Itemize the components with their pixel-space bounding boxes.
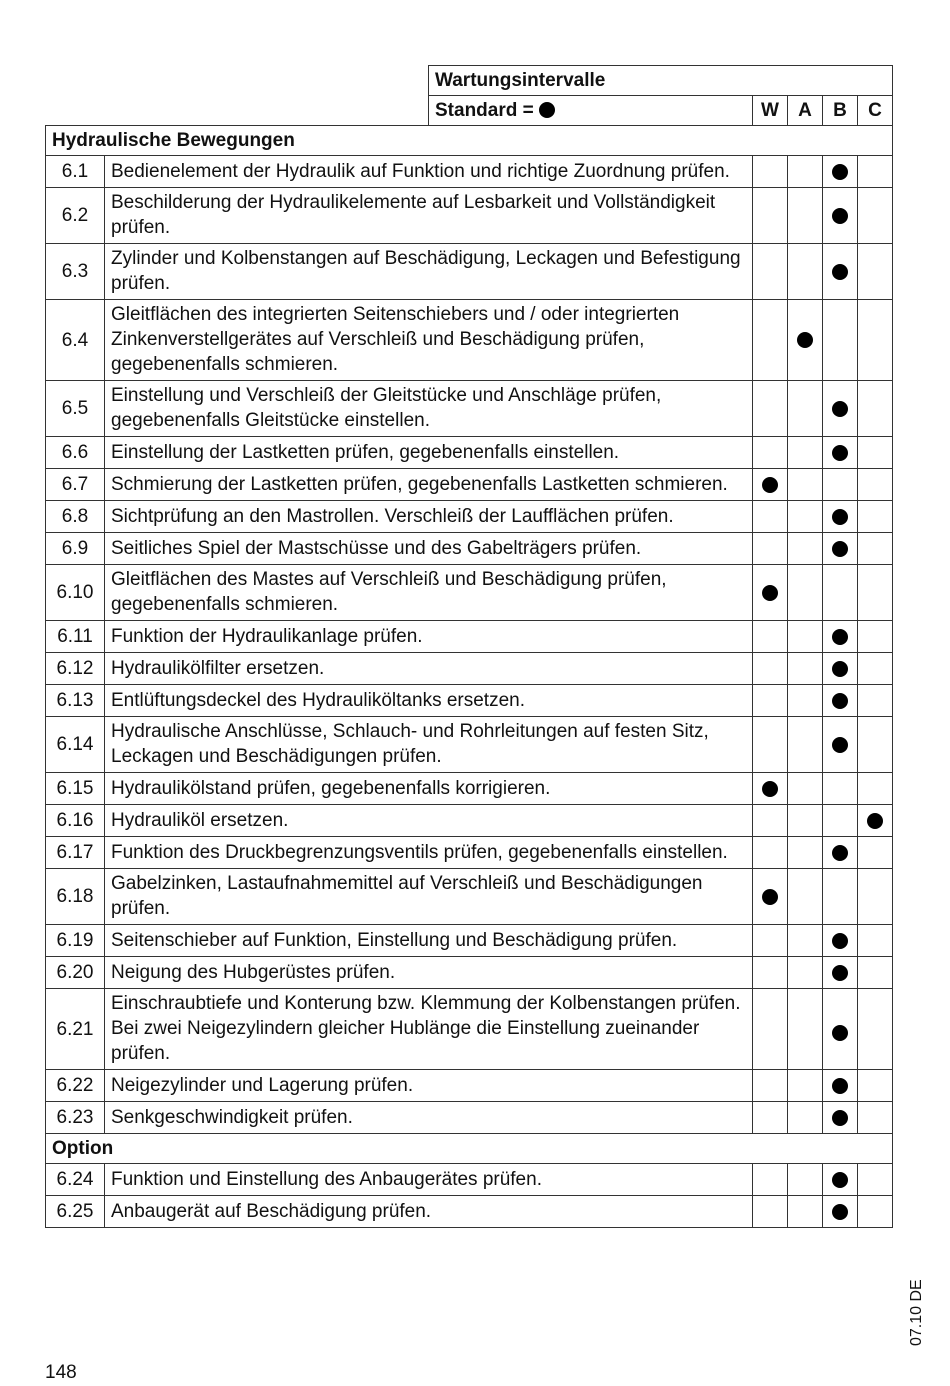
interval-cell-c (858, 925, 893, 957)
interval-cell-b (823, 1102, 858, 1134)
section-title: Hydraulische Bewegungen (46, 126, 893, 156)
interval-cell-c (858, 869, 893, 925)
interval-cell-b (823, 837, 858, 869)
interval-cell-w (753, 300, 788, 381)
standard-label: Standard = (435, 99, 539, 121)
table-row (46, 1196, 893, 1228)
interval-cell-a (788, 773, 823, 805)
interval-cell-b (823, 533, 858, 565)
interval-cell-c (858, 1196, 893, 1228)
item-number: 6.24 (46, 1164, 105, 1196)
interval-title: Wartungsintervalle (429, 66, 893, 96)
table-row (46, 869, 893, 925)
interval-cell-w (753, 685, 788, 717)
item-number: 6.5 (46, 381, 105, 437)
item-description: Seitliches Spiel der Mastschüsse und des Gabelträgers prüfen. (105, 533, 753, 565)
item-description: Hydraulikölfilter ersetzen. (105, 653, 753, 685)
interval-cell-a (788, 156, 823, 188)
standard-legend (429, 96, 753, 126)
interval-cell-a (788, 621, 823, 653)
interval-cell-w (753, 1102, 788, 1134)
table-row (46, 469, 893, 501)
item-description: Bedienelement der Hydraulik auf Funktion und richtige Zuordnung prüfen. (105, 156, 753, 188)
table-row (46, 685, 893, 717)
item-number: 6.10 (46, 565, 105, 621)
table-row (46, 837, 893, 869)
interval-cell-c (858, 533, 893, 565)
interval-cell-w (753, 501, 788, 533)
interval-cell-w (753, 437, 788, 469)
interval-cell-c (858, 1102, 893, 1134)
interval-cell-c (858, 957, 893, 989)
interval-cell-a (788, 989, 823, 1070)
interval-cell-w (753, 1196, 788, 1228)
interval-header (428, 65, 893, 126)
item-description: Seitenschieber auf Funktion, Einstellung und Beschädigung prüfen. (105, 925, 753, 957)
interval-cell-w (753, 621, 788, 653)
table-row (46, 1164, 893, 1196)
interval-cell-c (858, 244, 893, 300)
item-description: Hydrauliköl ersetzen. (105, 805, 753, 837)
interval-cell-b (823, 717, 858, 773)
interval-cell-b (823, 469, 858, 501)
table-row (46, 621, 893, 653)
interval-cell-b (823, 156, 858, 188)
interval-cell-w (753, 244, 788, 300)
item-number: 6.1 (46, 156, 105, 188)
interval-cell-a (788, 1164, 823, 1196)
interval-dot-icon (832, 933, 848, 949)
interval-cell-c (858, 300, 893, 381)
interval-dot-icon (832, 629, 848, 645)
interval-cell-b (823, 381, 858, 437)
interval-cell-c (858, 156, 893, 188)
interval-cell-b (823, 244, 858, 300)
interval-cell-c (858, 188, 893, 244)
interval-cell-w (753, 717, 788, 773)
interval-cell-b (823, 565, 858, 621)
interval-cell-b (823, 869, 858, 925)
interval-cell-a (788, 188, 823, 244)
interval-cell-b (823, 805, 858, 837)
interval-cell-a (788, 501, 823, 533)
item-description: Gleitflächen des integrierten Seitenschiebers und / oder integrierten Zinkenverstellgerätes auf Verschleiß und Beschädigung prüfen, gegebenenfalls schmieren. (105, 300, 753, 381)
interval-cell-w (753, 565, 788, 621)
standard-dot-icon (539, 102, 555, 118)
interval-dot-icon (797, 332, 813, 348)
interval-cell-a (788, 533, 823, 565)
table-row (46, 501, 893, 533)
interval-dot-icon (832, 1025, 848, 1041)
interval-cell-w (753, 653, 788, 685)
document-code: 07.10 DE (908, 1279, 925, 1346)
item-number: 6.7 (46, 469, 105, 501)
section-header (46, 126, 893, 156)
interval-dot-icon (832, 445, 848, 461)
interval-cell-b (823, 1070, 858, 1102)
interval-cell-b (823, 685, 858, 717)
item-number: 6.21 (46, 989, 105, 1070)
interval-dot-icon (832, 661, 848, 677)
interval-dot-icon (832, 401, 848, 417)
interval-cell-w (753, 381, 788, 437)
interval-cell-a (788, 381, 823, 437)
interval-cell-a (788, 685, 823, 717)
interval-cell-b (823, 989, 858, 1070)
interval-cell-a (788, 300, 823, 381)
item-number: 6.12 (46, 653, 105, 685)
interval-cell-c (858, 1070, 893, 1102)
interval-cell-w (753, 156, 788, 188)
item-number: 6.6 (46, 437, 105, 469)
table-row (46, 805, 893, 837)
interval-cell-a (788, 925, 823, 957)
interval-cell-a (788, 717, 823, 773)
item-number: 6.15 (46, 773, 105, 805)
interval-cell-a (788, 244, 823, 300)
interval-cell-b (823, 188, 858, 244)
item-description: Einstellung und Verschleiß der Gleitstücke und Anschläge prüfen, gegebenenfalls Gleitstücke einstellen. (105, 381, 753, 437)
interval-dot-icon (832, 1204, 848, 1220)
item-number: 6.4 (46, 300, 105, 381)
interval-dot-icon (832, 164, 848, 180)
item-number: 6.20 (46, 957, 105, 989)
interval-dot-icon (832, 208, 848, 224)
interval-cell-a (788, 1070, 823, 1102)
interval-cell-w (753, 469, 788, 501)
column-c: C (858, 96, 893, 126)
item-description: Anbaugerät auf Beschädigung prüfen. (105, 1196, 753, 1228)
table-row (46, 957, 893, 989)
table-row (46, 244, 893, 300)
interval-cell-c (858, 621, 893, 653)
interval-cell-a (788, 437, 823, 469)
item-description: Funktion des Druckbegrenzungsventils prüfen, gegebenenfalls einstellen. (105, 837, 753, 869)
interval-cell-b (823, 1164, 858, 1196)
interval-cell-b (823, 621, 858, 653)
item-number: 6.9 (46, 533, 105, 565)
item-number: 6.19 (46, 925, 105, 957)
interval-cell-w (753, 1164, 788, 1196)
interval-cell-c (858, 989, 893, 1070)
table-row (46, 1070, 893, 1102)
item-number: 6.2 (46, 188, 105, 244)
interval-dot-icon (762, 889, 778, 905)
item-number: 6.13 (46, 685, 105, 717)
item-number: 6.18 (46, 869, 105, 925)
interval-dot-icon (762, 781, 778, 797)
column-w: W (753, 96, 788, 126)
interval-cell-a (788, 469, 823, 501)
interval-dot-icon (762, 585, 778, 601)
interval-dot-icon (832, 1110, 848, 1126)
item-description: Einschraubtiefe und Konterung bzw. Klemmung der Kolbenstangen prüfen. Bei zwei Neigezylindern gleicher Hublänge die Einstellung zueinander prüfen. (105, 989, 753, 1070)
interval-dot-icon (832, 1172, 848, 1188)
interval-cell-b (823, 925, 858, 957)
item-number: 6.23 (46, 1102, 105, 1134)
item-description: Funktion und Einstellung des Anbaugerätes prüfen. (105, 1164, 753, 1196)
interval-cell-a (788, 837, 823, 869)
item-description: Sichtprüfung an den Mastrollen. Verschleiß der Laufflächen prüfen. (105, 501, 753, 533)
interval-dot-icon (867, 813, 883, 829)
item-description: Zylinder und Kolbenstangen auf Beschädigung, Leckagen und Befestigung prüfen. (105, 244, 753, 300)
interval-cell-c (858, 501, 893, 533)
interval-cell-w (753, 533, 788, 565)
item-number: 6.14 (46, 717, 105, 773)
interval-dot-icon (832, 737, 848, 753)
interval-dot-icon (832, 264, 848, 280)
interval-dot-icon (832, 845, 848, 861)
table-row (46, 989, 893, 1070)
interval-cell-c (858, 437, 893, 469)
item-number: 6.22 (46, 1070, 105, 1102)
section-title: Option (46, 1134, 893, 1164)
interval-cell-b (823, 653, 858, 685)
interval-cell-c (858, 1164, 893, 1196)
item-description: Entlüftungsdeckel des Hydrauliköltanks ersetzen. (105, 685, 753, 717)
item-description: Beschilderung der Hydraulikelemente auf Lesbarkeit und Vollständigkeit prüfen. (105, 188, 753, 244)
table-row (46, 300, 893, 381)
table-row (46, 437, 893, 469)
table-row (46, 925, 893, 957)
interval-dot-icon (832, 693, 848, 709)
table-row (46, 533, 893, 565)
item-description: Neigezylinder und Lagerung prüfen. (105, 1070, 753, 1102)
item-number: 6.3 (46, 244, 105, 300)
interval-cell-w (753, 805, 788, 837)
interval-cell-a (788, 805, 823, 837)
interval-cell-b (823, 300, 858, 381)
interval-cell-a (788, 1102, 823, 1134)
interval-cell-w (753, 773, 788, 805)
table-row (46, 773, 893, 805)
interval-cell-w (753, 989, 788, 1070)
interval-dot-icon (832, 1078, 848, 1094)
interval-cell-w (753, 925, 788, 957)
item-number: 6.25 (46, 1196, 105, 1228)
item-description: Hydraulikölstand prüfen, gegebenenfalls korrigieren. (105, 773, 753, 805)
interval-dot-icon (762, 477, 778, 493)
table-row (46, 188, 893, 244)
table-row (46, 1102, 893, 1134)
table-row (46, 653, 893, 685)
interval-cell-a (788, 565, 823, 621)
interval-cell-c (858, 565, 893, 621)
item-description: Hydraulische Anschlüsse, Schlauch- und Rohrleitungen auf festen Sitz, Leckagen und Beschädigungen prüfen. (105, 717, 753, 773)
interval-cell-w (753, 1070, 788, 1102)
page-number: 148 (45, 1362, 77, 1383)
interval-dot-icon (832, 541, 848, 557)
interval-cell-c (858, 381, 893, 437)
maintenance-table (45, 125, 893, 1228)
item-description: Gleitflächen des Mastes auf Verschleiß und Beschädigung prüfen, gegebenenfalls schmieren. (105, 565, 753, 621)
interval-cell-a (788, 957, 823, 989)
interval-dot-icon (832, 509, 848, 525)
interval-cell-w (753, 188, 788, 244)
interval-cell-a (788, 869, 823, 925)
table-row (46, 717, 893, 773)
interval-cell-w (753, 837, 788, 869)
interval-cell-b (823, 501, 858, 533)
interval-cell-b (823, 437, 858, 469)
column-b: B (823, 96, 858, 126)
interval-cell-c (858, 805, 893, 837)
interval-cell-b (823, 957, 858, 989)
item-number: 6.16 (46, 805, 105, 837)
interval-cell-b (823, 1196, 858, 1228)
item-number: 6.8 (46, 501, 105, 533)
item-description: Funktion der Hydraulikanlage prüfen. (105, 621, 753, 653)
item-number: 6.17 (46, 837, 105, 869)
interval-cell-c (858, 469, 893, 501)
item-description: Neigung des Hubgerüstes prüfen. (105, 957, 753, 989)
item-description: Schmierung der Lastketten prüfen, gegebenenfalls Lastketten schmieren. (105, 469, 753, 501)
item-number: 6.11 (46, 621, 105, 653)
section-header (46, 1134, 893, 1164)
interval-cell-a (788, 653, 823, 685)
interval-cell-c (858, 717, 893, 773)
item-description: Gabelzinken, Lastaufnahmemittel auf Verschleiß und Beschädigungen prüfen. (105, 869, 753, 925)
table-row (46, 565, 893, 621)
interval-cell-c (858, 773, 893, 805)
interval-cell-c (858, 837, 893, 869)
item-description: Senkgeschwindigkeit prüfen. (105, 1102, 753, 1134)
item-description: Einstellung der Lastketten prüfen, gegebenenfalls einstellen. (105, 437, 753, 469)
interval-cell-w (753, 869, 788, 925)
interval-cell-c (858, 685, 893, 717)
interval-cell-b (823, 773, 858, 805)
interval-cell-w (753, 957, 788, 989)
interval-cell-a (788, 1196, 823, 1228)
column-a: A (788, 96, 823, 126)
table-row (46, 381, 893, 437)
table-row (46, 156, 893, 188)
interval-cell-c (858, 653, 893, 685)
interval-dot-icon (832, 965, 848, 981)
